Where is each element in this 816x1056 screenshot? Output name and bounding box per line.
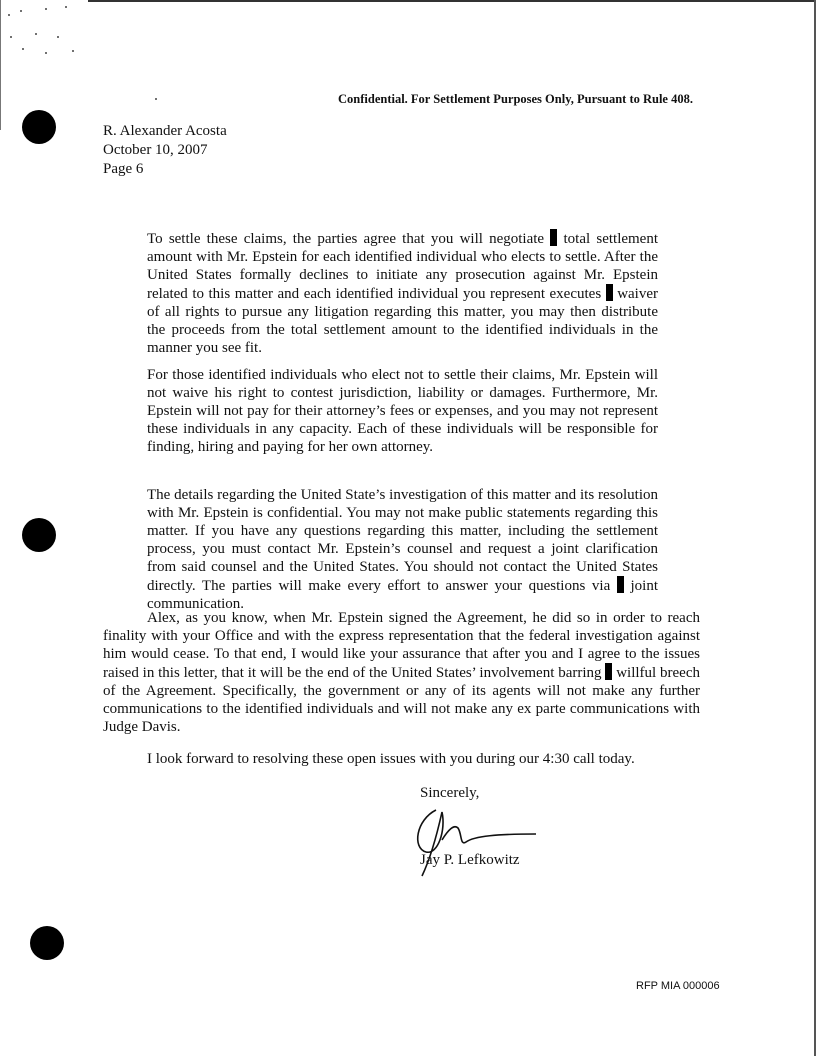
- paragraph-agreement-finality: Alex, as you know, when Mr. Epstein signed the Agreement, he did so in order to reach finality with your Office and with the express representation that the federal investigation against him would cease. To that end, I would like your assurance that after you and I agree to the issues raised in this letter, that it will be the end of the United States’ involvement barring willful breech of the Agreement. Specifically, the government or any of its agents will not make any further communications to the identified individuals and will not make any ex parte communications with Judge Davis.: [103, 610, 700, 735]
- paragraph-confidentiality: The details regarding the United State’s investigation of this matter and its resolution with Mr. Epstein is confidential. You may not make public statements regarding this matter. If you have any questions regarding this matter, including the settlement process, you must contact Mr. Epstein’s counsel and request a joint clarification from said counsel and the United States. You should not contact the United States directly. The parties will make every effort to answer your questions via joint communication.: [147, 487, 658, 612]
- redaction-mark: [606, 284, 613, 301]
- punch-hole-middle: [22, 518, 56, 552]
- signer-name: Jay P. Lefkowitz: [420, 852, 520, 868]
- punch-hole-top: [22, 110, 56, 144]
- letter-date: October 10, 2007: [103, 142, 208, 158]
- paragraph-call-today: I look forward to resolving these open issues with you during our 4:30 call today.: [147, 751, 635, 767]
- paragraph-settlement-terms: To settle these claims, the parties agree that you will negotiate total settlement amount with Mr. Epstein for each identified individual who elects to settle. After the United States formally declines to initiate any prosecution against Mr. Epstein related to this matter and each identified individual you represent executes waiver of all rights to pursue any litigation regarding this matter, you may then distribute the proceeds from the total settlement amount to the identified individuals in the manner you see fit.: [147, 231, 659, 356]
- closing-salutation: Sincerely,: [420, 785, 480, 801]
- paragraph-non-settling-individuals: For those identified individuals who elect not to settle their claims, Mr. Epstein will not waive his right to contest jurisdiction, liability or damages. Furthermore, Mr. Epstein will not pay for their attorney’s fees or expenses, and you may not represent these individuals in any capacity. Each of these individuals will be responsible for finding, hiring and paying for her own attorney.: [147, 367, 658, 455]
- left-edge-rule: [0, 0, 1, 130]
- top-edge-rule: [88, 0, 816, 2]
- bates-number: RFP MIA 000006: [636, 980, 720, 992]
- redaction-mark: [617, 576, 624, 593]
- address-block: [103, 122, 227, 179]
- page-number: Page 6: [103, 161, 144, 177]
- punch-hole-bottom: [30, 926, 64, 960]
- recipient-name: R. Alexander Acosta: [103, 123, 227, 139]
- confidentiality-header: Confidential. For Settlement Purposes Only, Pursuant to Rule 408.: [338, 92, 693, 106]
